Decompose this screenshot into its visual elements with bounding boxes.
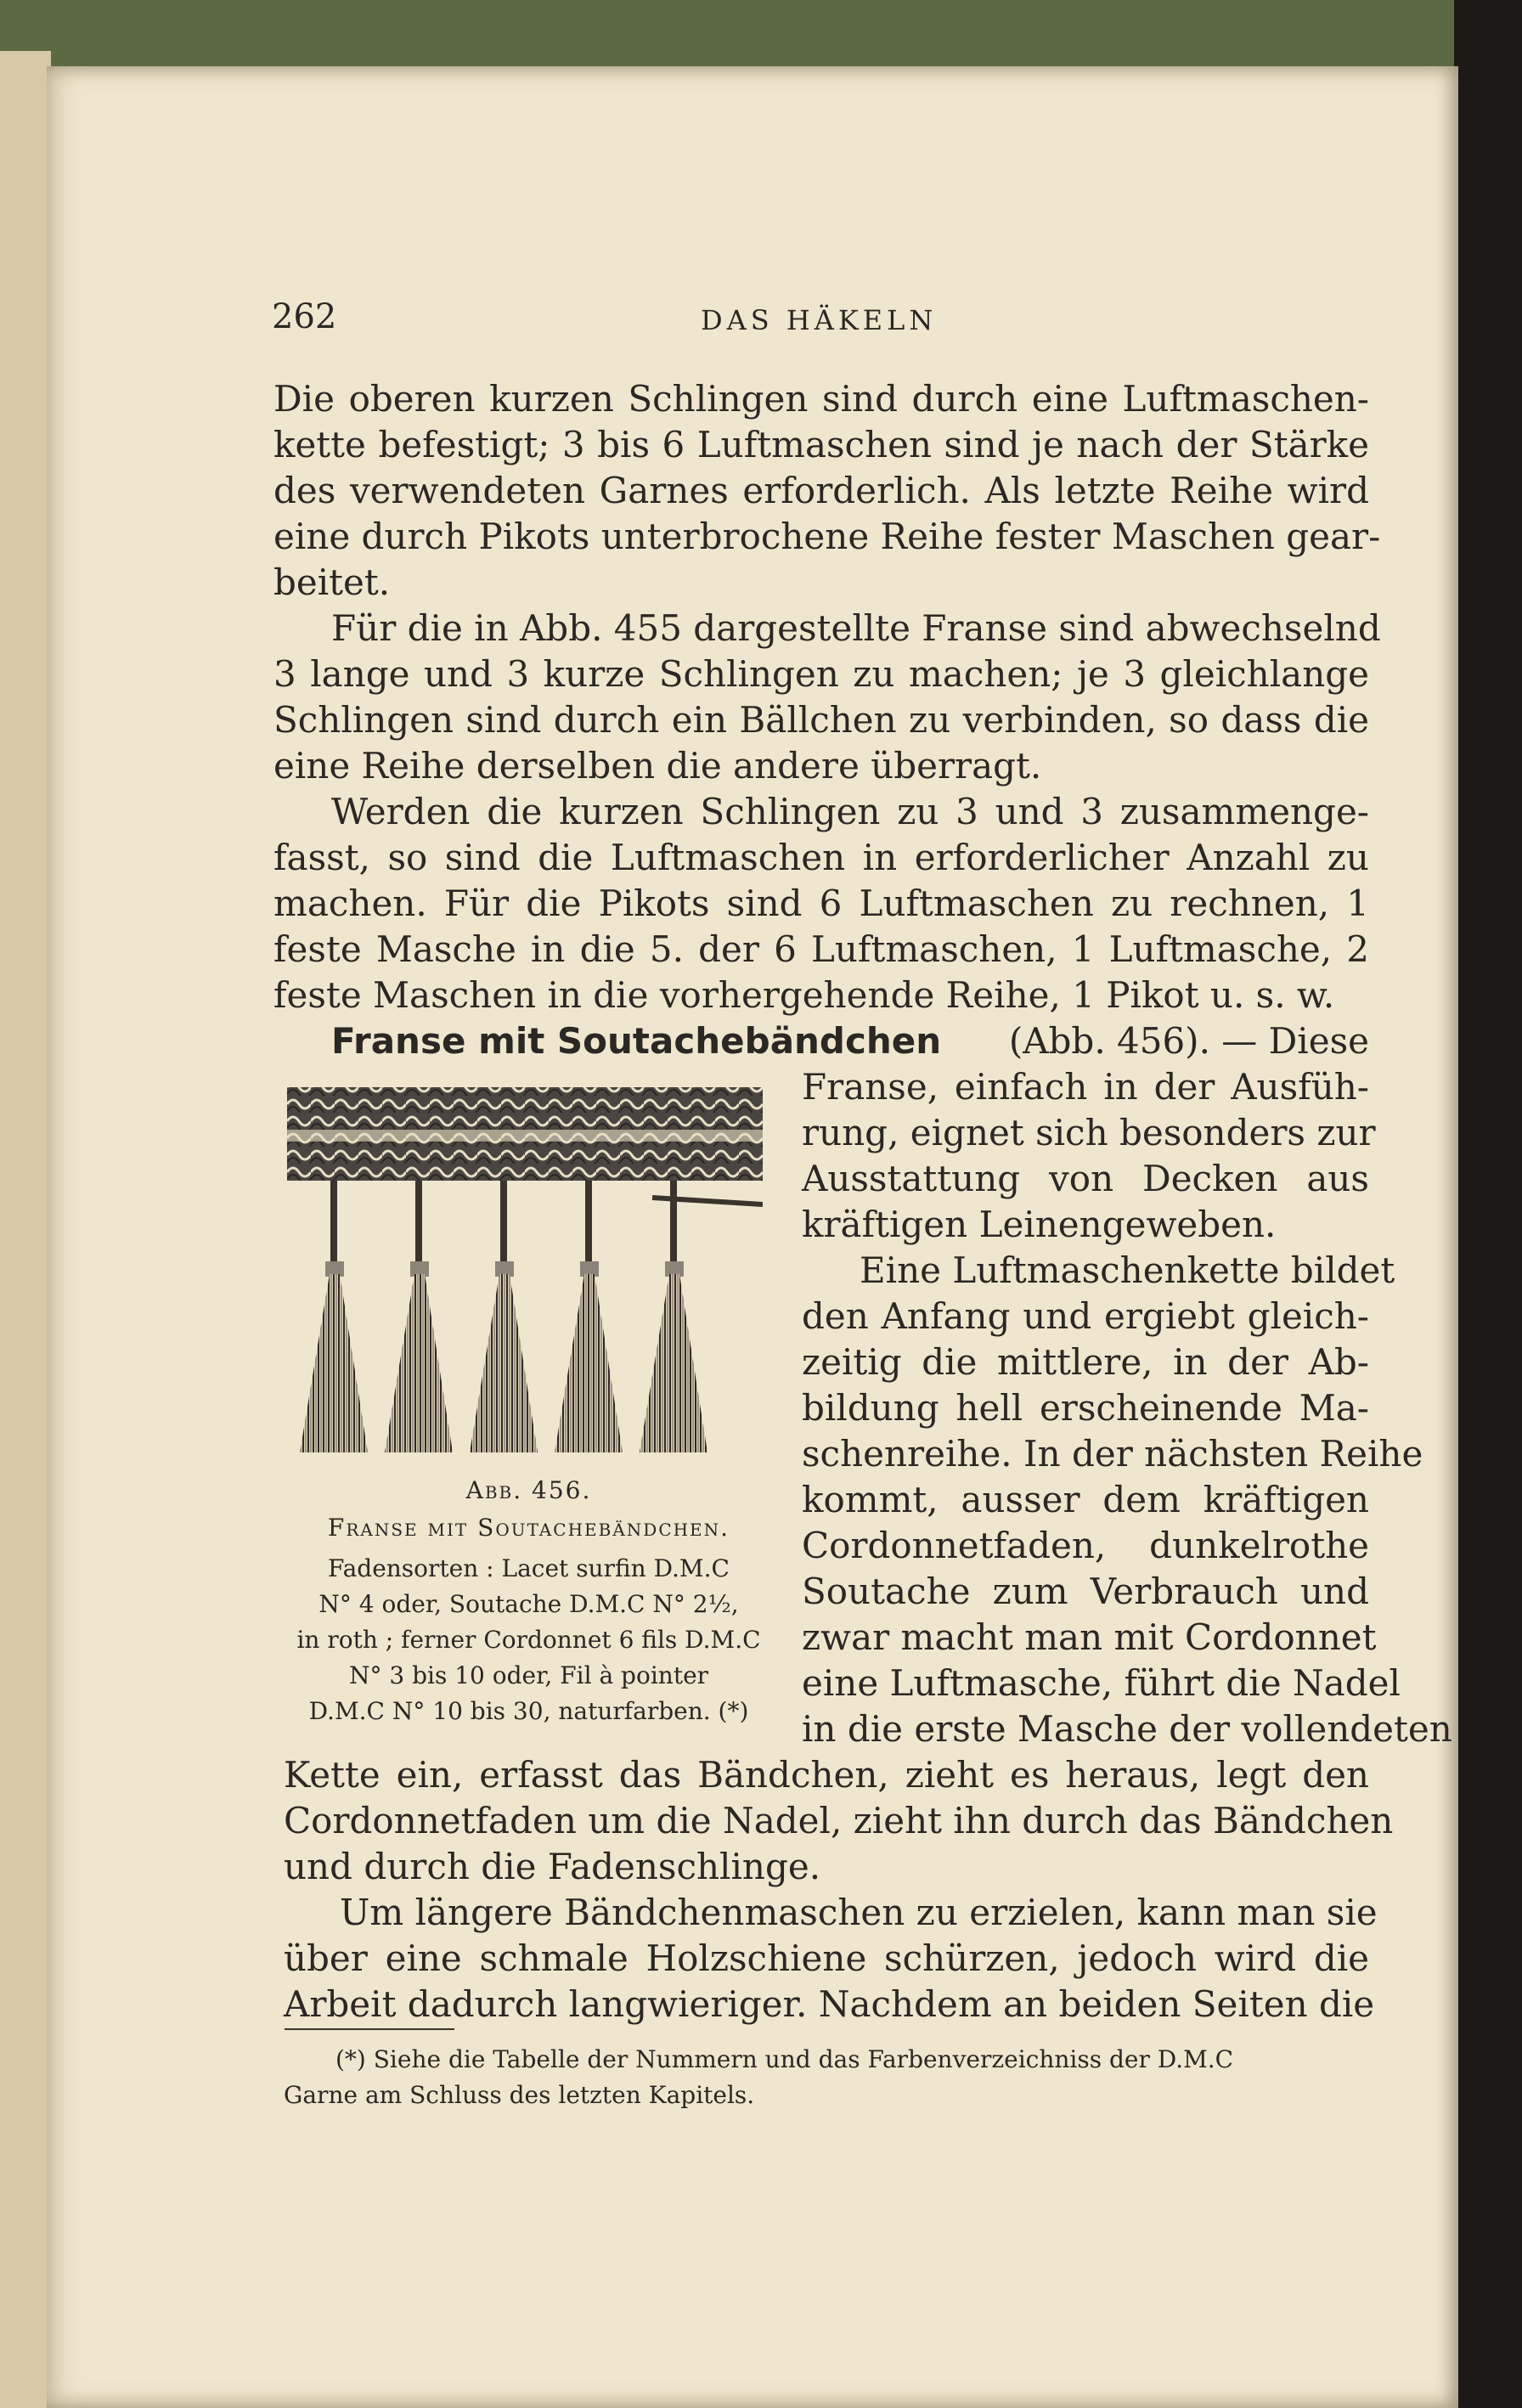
- chapter-title: DAS HÄKELN: [701, 304, 938, 336]
- text-line: rung, eignet sich besonders zur: [802, 1112, 1376, 1153]
- page-number: 262: [272, 297, 337, 336]
- footnote-line: (*) Siehe die Tabelle der Nummern und das Farbenverzeichniss der D.M.C: [335, 2045, 1234, 2073]
- text-line: in die erste Masche der vollendeten: [802, 1708, 1452, 1750]
- text-line: des verwendeten Garnes erforderlich. Als letzte Reihe wird: [273, 470, 1369, 511]
- figure-caption-line: in roth ; ferner Cordonnet 6 fils D.M.C: [296, 1626, 761, 1654]
- text-line: Für die in Abb. 455 dargestellte Franse sind abwechselnd: [331, 607, 1381, 649]
- text-line: bildung hell erscheinende Ma-: [802, 1387, 1369, 1429]
- figure-caption-line: Fadensorten : Lacet surfin D.M.C: [328, 1554, 730, 1582]
- figure-caption-line: N° 4 oder, Soutache D.M.C N° 2½,: [318, 1590, 739, 1618]
- footnote-rule: [285, 2028, 454, 2030]
- section-heading-reference: (Abb. 456). — Diese: [1008, 1020, 1369, 1062]
- text-line: Die oberen kurzen Schlingen sind durch eine Luftmaschen-: [273, 378, 1369, 420]
- tassel: [385, 1181, 453, 1452]
- text-line: 3 lange und 3 kurze Schlingen zu machen; je 3 gleichlange: [273, 653, 1369, 695]
- text-line: Arbeit dadurch langwieriger. Nachdem an beiden Seiten die: [284, 1983, 1375, 2025]
- chain-row: [287, 1130, 763, 1142]
- tassel: [470, 1181, 538, 1452]
- text-line: über eine schmale Holzschiene schürzen, jedoch wird die: [284, 1937, 1369, 1979]
- text-line: Werden die kurzen Schlingen zu 3 und 3 zusammenge-: [331, 791, 1369, 832]
- text-line: kräftigen Leinengeweben.: [802, 1204, 1277, 1245]
- text-line: Schlingen sind durch ein Bällchen zu verbinden, so dass die: [273, 699, 1369, 741]
- text-line: Ausstattung von Decken aus: [802, 1158, 1369, 1199]
- cordonnet-thread: [652, 1198, 763, 1204]
- text-line: feste Maschen in die vorhergehende Reihe, 1 Pikot u. s. w.: [273, 974, 1335, 1016]
- text-line: Cordonnetfaden um die Nadel, zieht ihn durch das Bändchen: [284, 1800, 1394, 1841]
- text-line: fasst, so sind die Luftmaschen in erforderlicher Anzahl zu: [273, 837, 1369, 878]
- page-stack-edge: [0, 51, 51, 2408]
- text-line: schenreihe. In der nächsten Reihe: [802, 1433, 1423, 1475]
- text-line: Kette ein, erfasst das Bändchen, zieht es heraus, legt den: [284, 1754, 1369, 1796]
- text-line: und durch die Fadenschlinge.: [284, 1846, 821, 1887]
- footnote-line: Garne am Schluss des letzten Kapitels.: [284, 2081, 755, 2109]
- text-line: Eine Luftmaschenkette bildet: [860, 1249, 1395, 1291]
- section-heading-line: [331, 1018, 1369, 1064]
- figure-title: Franse mit Soutachebändchen.: [327, 1514, 730, 1542]
- figure-number: Abb. 456.: [465, 1476, 592, 1504]
- text-line: zwar macht man mit Cordonnet: [802, 1616, 1377, 1658]
- tassel: [555, 1181, 623, 1452]
- tassel: [300, 1181, 368, 1452]
- text-line: eine durch Pikots unterbrochene Reihe fester Maschen gear-: [273, 516, 1381, 557]
- text-line: Um längere Bändchenmaschen zu erzielen, kann man sie: [340, 1892, 1378, 1933]
- book-spine-edge: [1454, 0, 1522, 2408]
- figure-caption-line: D.M.C N° 10 bis 30, naturfarben. (*): [308, 1697, 749, 1725]
- text-line: kette befestigt; 3 bis 6 Luftmaschen sind je nach der Stärke: [273, 424, 1369, 465]
- text-line: den Anfang und ergiebt gleich-: [802, 1295, 1369, 1337]
- text-line: feste Masche in die 5. der 6 Luftmaschen, 1 Luftmasche, 2: [273, 928, 1369, 970]
- text-line: machen. Für die Pikots sind 6 Luftmaschen zu rechnen, 1: [273, 883, 1369, 924]
- book-cover-edge: [0, 0, 1522, 70]
- text-line: Soutache zum Verbrauch und: [802, 1571, 1369, 1612]
- text-line: beitet.: [273, 561, 391, 603]
- figure-caption-line: N° 3 bis 10 oder, Fil à pointer: [348, 1661, 709, 1689]
- text-line: eine Reihe derselben die andere überragt.: [273, 745, 1042, 787]
- text-line: zeitig die mittlere, in der Ab-: [802, 1341, 1369, 1383]
- fringe-illustration: [287, 1079, 763, 1461]
- text-line: eine Luftmasche, führt die Nadel: [802, 1662, 1401, 1704]
- text-line: Franse, einfach in der Ausfüh-: [802, 1066, 1369, 1108]
- text-line: Cordonnetfaden, dunkelrothe: [802, 1525, 1369, 1566]
- section-heading: Franse mit Soutachebändchen: [331, 1020, 942, 1062]
- text-line: kommt, ausser dem kräftigen: [802, 1479, 1369, 1520]
- running-head: [272, 297, 1367, 348]
- tassel: [640, 1181, 707, 1452]
